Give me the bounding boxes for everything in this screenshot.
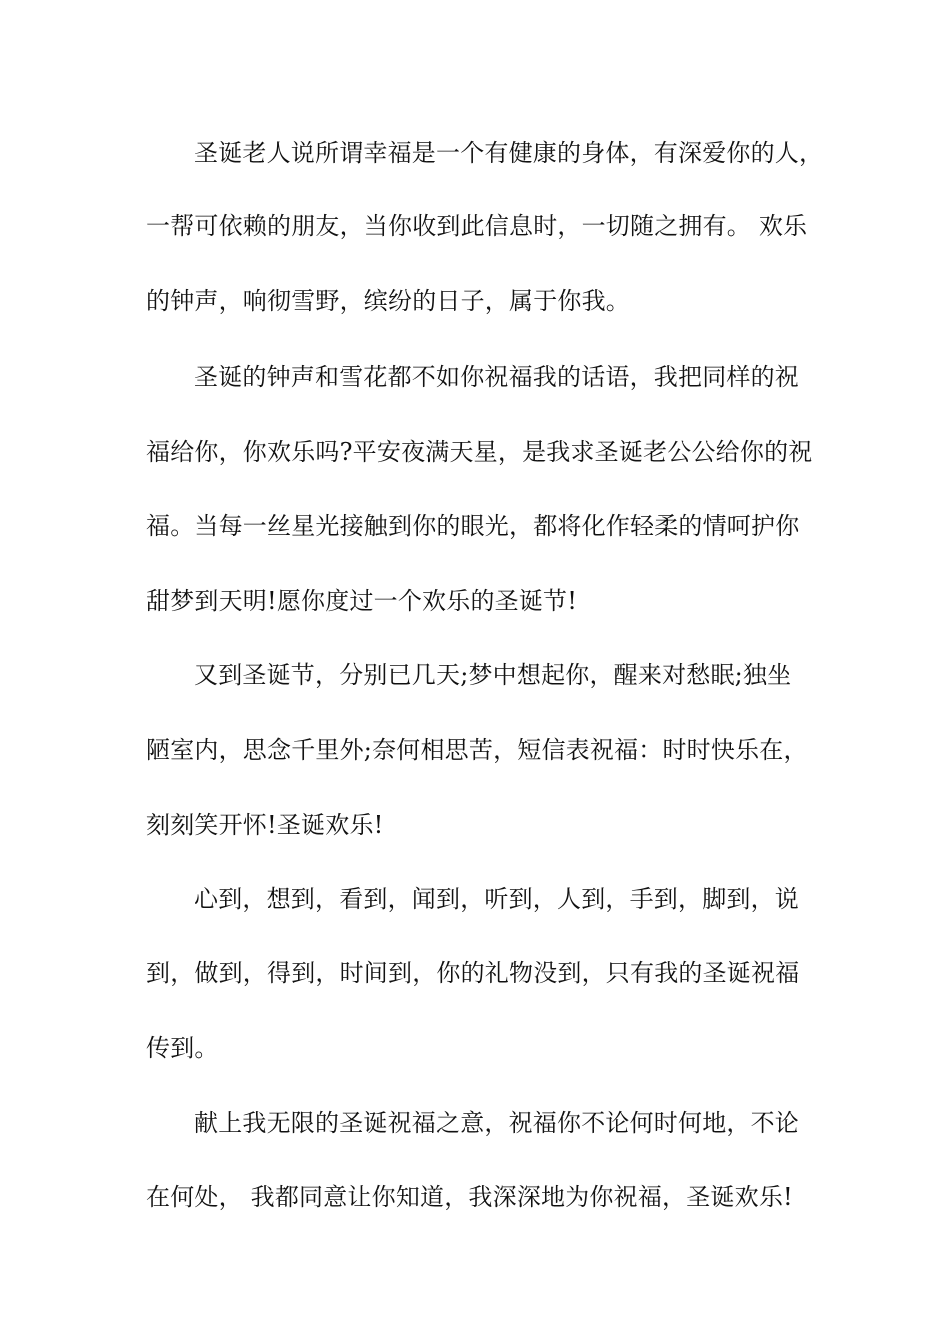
paragraph-3-line-3: 刻刻笑开怀!圣诞欢乐!	[146, 811, 384, 839]
paragraph-2-line-1: 圣诞的钟声和雪花都不如你祝福我的话语，我把同样的祝	[194, 363, 799, 391]
paragraph-4-line-1: 心到，想到，看到，闻到，听到，人到，手到，脚到，说	[194, 885, 799, 913]
paragraph-5-line-1: 献上我无限的圣诞祝福之意，祝福你不论何时何地，不论	[194, 1109, 799, 1137]
paragraph-4-line-2: 到，做到，得到，时间到，你的礼物没到，只有我的圣诞祝福	[146, 959, 800, 987]
paragraph-2-line-2: 福给你，你欢乐吗?平安夜满天星，是我求圣诞老公公给你的祝	[146, 438, 813, 466]
paragraph-2-line-4: 甜梦到天明!愿你度过一个欢乐的圣诞节!	[146, 587, 578, 615]
paragraph-5-line-2: 在何处， 我都同意让你知道，我深深地为你祝福，圣诞欢乐!	[146, 1183, 793, 1211]
paragraph-4-line-3: 传到。	[146, 1034, 219, 1062]
paragraph-3-line-1: 又到圣诞节，分别已几天;梦中想起你，醒来对愁眠;独坐	[194, 661, 792, 689]
paragraph-1-line-1: 圣诞老人说所谓幸福是一个有健康的身体，有深爱你的人，	[194, 139, 824, 167]
paragraph-2-line-3: 福。当每一丝星光接触到你的眼光，都将化作轻柔的情呵护你	[146, 512, 800, 540]
paragraph-1-line-3: 的钟声，响彻雪野，缤纷的日子，属于你我。	[146, 287, 630, 315]
paragraph-3-line-2: 陋室内，思念千里外;奈何相思苦，短信表祝福：时时快乐在，	[146, 736, 808, 764]
paragraph-1-line-2: 一帮可依赖的朋友，当你收到此信息时，一切随之拥有。 欢乐	[146, 212, 808, 240]
